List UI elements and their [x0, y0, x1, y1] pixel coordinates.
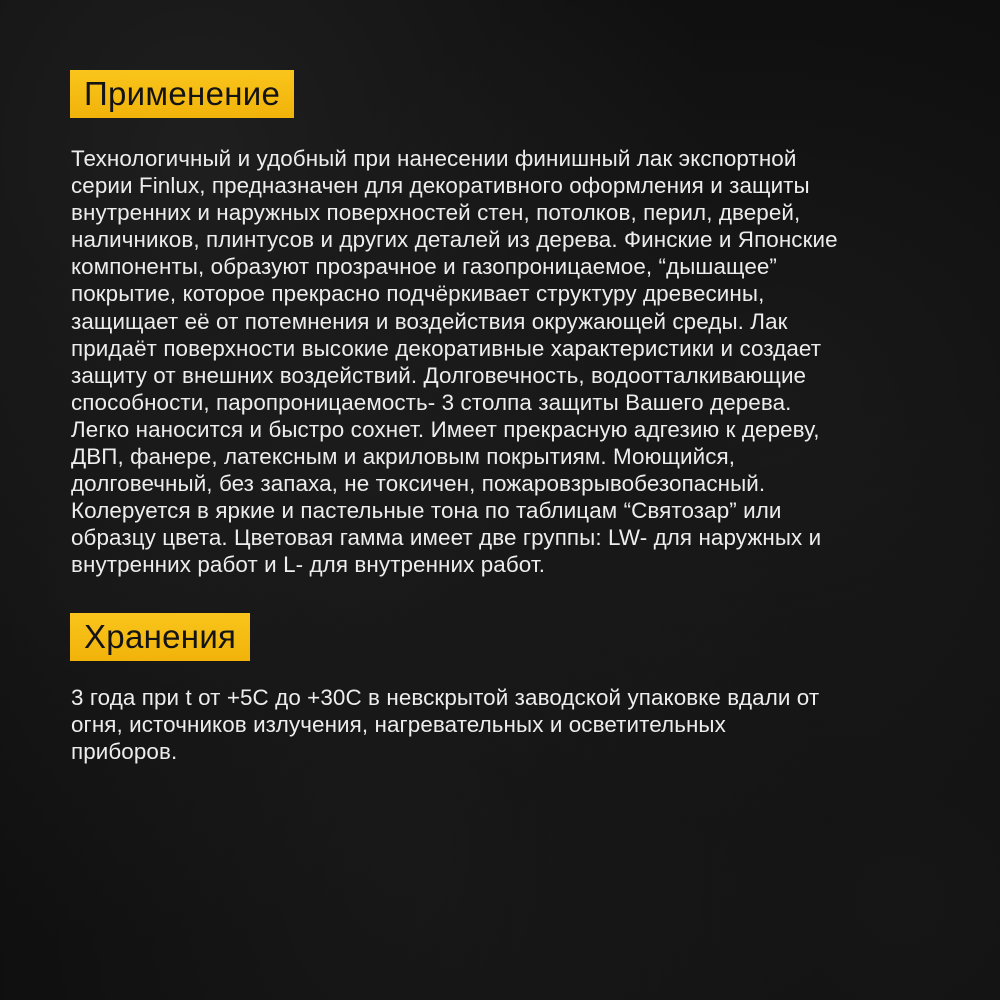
text-line: образцу цвета. Цветовая гамма имеет две группы: LW- для наружных и — [71, 525, 822, 551]
text-line: защиту от внешних воздействий. Долговечность, водоотталкивающие — [71, 362, 807, 388]
text-line: 3 года при t от +5С до +30С в невскрытой заводской упаковке вдали от — [71, 685, 820, 710]
text-line: огня, источников излучения, нагревательных и осветительных — [71, 712, 726, 738]
text-line: долговечный, без запаха, не токсичен, пожаровзрывобезопасный. — [71, 471, 766, 497]
text-line: ДВП, фанере, латексным и акриловым покрытиям. Моющийся, — [71, 444, 736, 470]
section-heading-storage: Хранения — [70, 613, 250, 661]
text-line: придаёт поверхности высокие декоративные характеристики и создает — [71, 335, 822, 361]
text-line: Технологичный и удобный при нанесении финишный лак экспортной — [71, 146, 797, 171]
text-line: способности, паропроницаемость- 3 столпа защиты Вашего дерева. — [71, 389, 792, 415]
text-line: защищает её от потемнения и воздействия окружающей среды. Лак — [71, 308, 788, 334]
text-line: компоненты, образуют прозрачное и газопроницаемое, “дышащее” — [71, 254, 777, 280]
text-line: Легко наносится и быстро сохнет. Имеет прекрасную адгезию к дереву, — [71, 416, 820, 442]
application-description — [71, 145, 971, 579]
text-line: внутренних работ и L- для внутренних работ. — [71, 552, 546, 578]
storage-description — [71, 684, 971, 765]
text-line: приборов. — [71, 739, 178, 765]
text-line: Колеруется в яркие и пастельные тона по таблицам “Святозар” или — [71, 498, 782, 524]
text-line: внутренних и наружных поверхностей стен, потолков, перил, дверей, — [71, 200, 801, 226]
section-heading-application: Применение — [70, 70, 294, 118]
text-line: наличников, плинтусов и других деталей из дерева. Финские и Японские — [71, 227, 838, 253]
text-line: серии Finlux, предназначен для декоративного оформления и защиты — [71, 173, 810, 199]
text-line: покрытие, которое прекрасно подчёркивает структуру древесины, — [71, 281, 765, 307]
